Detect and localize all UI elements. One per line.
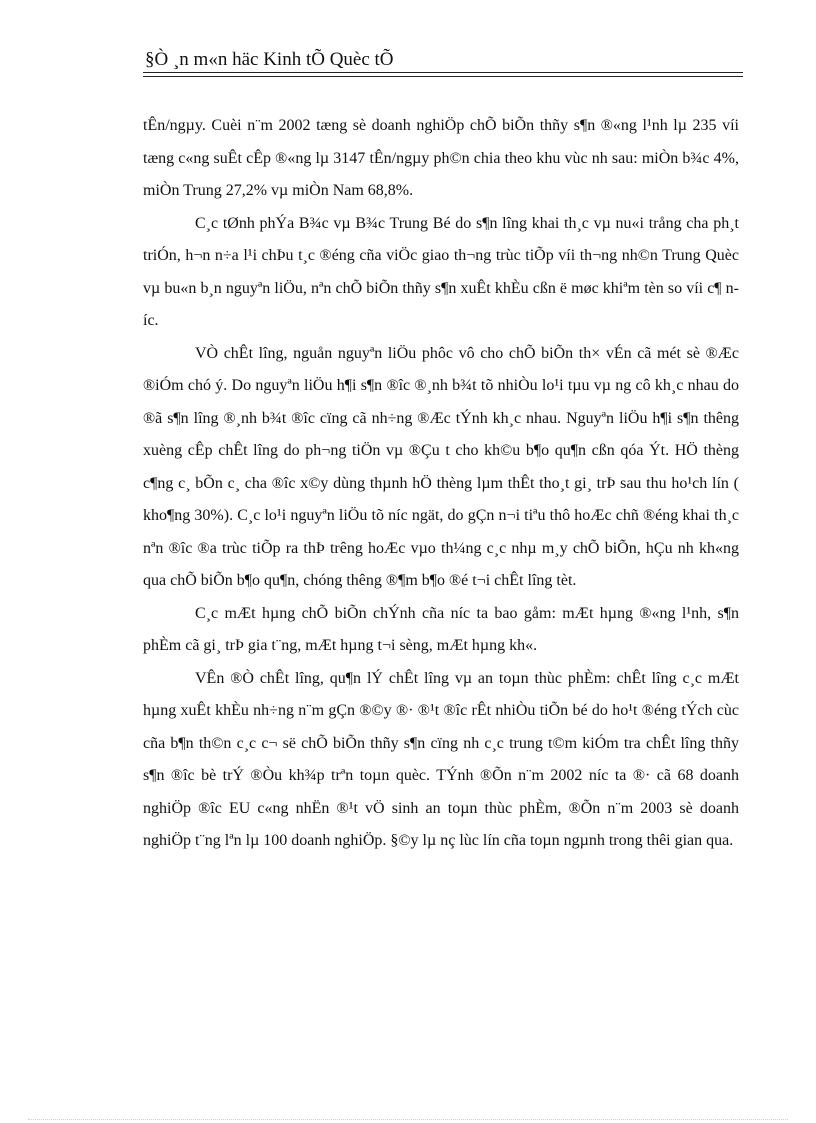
header-rule — [143, 72, 743, 73]
paragraph-northern-provinces: C¸c tØnh phÝa B¾c vµ B¾c Trung Bé do s¶n lîng khai th¸c vµ nu«i trång cha ph¸t triÓn, h¬n n÷a l¹i chÞu t¸c ®éng cña viÖc giao th¬ng trùc tiÕp víi th¬ng nh©n Trung Quèc vµ bu«n b¸n nguyªn liÖu, nªn chÕ biÕn thñy s¶n xuÊt khÈu cßn ë møc khiªm tèn so víi c¶ níc. — [143, 214, 739, 329]
page-bottom-divider — [28, 1119, 788, 1120]
paragraph-raw-material-quality: VÒ chÊt lîng, nguån nguyªn liÖu phôc vô cho chÕ biÕn th× vÉn cã mét sè ®Æc ®iÓm chó ý. Do nguyªn liÖu h¶i s¶n ®îc ®¸nh b¾t tõ nhiÒu lo¹i tµu vµ ng cô kh¸c nhau do ®ã s¶n lîng ®¸nh b¾t ®îc cïng cã nh÷ng ®Æc tÝnh kh¸c nhau. Nguyªn liÖu h¶i s¶n thêng xuèng cÊp chÊt lîng do ph¬ng tiÖn vµ ®Çu t cho kh©u b¶o qu¶n cßn qóa Ýt. HÖ thèng c¶ng c¸ bÕn c¸ cha ®îc x©y dùng thµnh hÖ thèng lµm thÊt tho¸t gi¸ trÞ sau thu ho¹ch lín ( kho¶ng 30%). C¸c lo¹i nguyªn liÖu tõ níc ngät, do gÇn n¬i tiªu thô hoÆc chñ ®éng khai th¸c nªn ®îc ®a trùc tiÕp ra thÞ trêng hoÆc vµo th¼ng c¸c nhµ m¸y chÕ biÕn, hÇu nh kh«ng qua chÕ biÕn b¶o qu¶n, chóng thêng ®¶m b¶o ®é t¬i chÊt lîng tèt. — [143, 344, 739, 589]
paragraph-main-products: C¸c mÆt hµng chÕ biÕn chÝnh cña níc ta bao gåm: mÆt hµng ®«ng l¹nh, s¶n phÈm cã gi¸ trÞ gia t¨ng, mÆt hµng t¬i sèng, mÆt hµng kh«. — [143, 604, 739, 654]
header-rule-double — [143, 76, 743, 77]
paragraph-quality-management: VÊn ®Ò chÊt lîng, qu¶n lÝ chÊt lîng vµ an toµn thùc phÈm: chÊt lîng c¸c mÆt hµng xuÊt khÈu nh÷ng n¨m gÇn ®©y ®· ®¹t ®îc rÊt nhiÒu tiÕn bé do ho¹t ®éng tÝch cùc cña b¶n th©n c¸c c¬ së chÕ biÕn thñy s¶n cïng nh c¸c trung t©m kiÓm tra chÊt lîng thñy s¶n ®îc bè trÝ ®Òu kh¾p trªn toµn quèc. TÝnh ®Õn n¨m 2002 níc ta ®· cã 68 doanh nghiÖp ®îc EU c«ng nhËn ®¹t vÖ sinh an toµn thùc phÈm, ®Õn n¨m 2003 sè doanh nghiÖp t¨ng lªn lµ 100 doanh nghiÖp. §©y lµ nç lùc lín cña toµn ngµnh trong thêi gian qua. — [143, 669, 739, 849]
document-header-title: §Ò ¸n m«n häc Kinh tÕ Quèc tÕ — [145, 49, 394, 70]
paragraph-continuation: tÊn/ngµy. Cuèi n¨m 2002 tæng sè doanh nghiÖp chÕ biÕn thñy s¶n ®«ng l¹nh lµ 235 víi tæng c«ng suÊt cÊp ®«ng lµ 3147 tÊn/ngµy ph©n chia theo khu vùc nh sau: miÒn b¾c 4%, miÒn Trung 27,2% vµ miÒn Nam 68,8%. — [143, 117, 739, 199]
document-body — [143, 110, 739, 858]
page-header — [143, 49, 743, 77]
